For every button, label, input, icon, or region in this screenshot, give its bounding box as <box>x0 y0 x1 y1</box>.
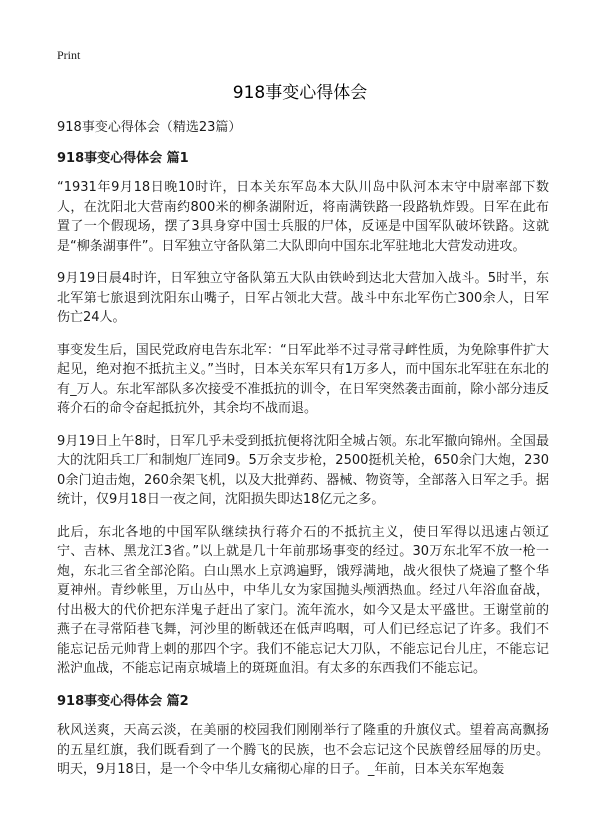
paragraph: 9月19日上午8时，日军几乎未受到抵抗便将沈阳全城占领。东北军撤向锦州。全国最大的沈阳兵工厂和制炮厂连同9。5万余支步枪，2500挺机关枪，650余门大炮，2300余门迫击炮，260余架飞机，以及大批弹药、器械、物资等，全部落入日军之手。据统计，仅9月18日一夜之间，沈阳损失即达18亿元之多。 <box>57 433 549 507</box>
section-heading: 918事变心得体会 篇1 <box>57 150 189 166</box>
print-link[interactable]: Print <box>57 48 81 62</box>
paragraph: “1931年9月18日晚10时许，日本关东军岛本大队川岛中队河本末守中尉率部下数人，在沈阳北大营南约800米的柳条湖附近，将南满铁路一段路轨炸毁。日军在此布置了一个假现场，摆了3具身穿中国士兵服的尸体，反诬是中国军队破坏铁路。这就是“柳条湖事件”。日军独立守备队第二大队即向中国东北军驻地北大营发动进攻。 <box>57 180 549 254</box>
page-title: 918事变心得体会 <box>232 83 368 103</box>
paragraph: 此后，东北各地的中国军队继续执行蒋介石的不抵抗主义，使日军得以迅速占领辽宁、吉林、黑龙江3省。”以上就是几十年前那场事变的经过。30万东北军不放一枪一炮，东北三省全部沦陷。白山黑水上京鸿遍野，饿殍满地，战火很快了烧遍了整个华夏神州。青纱帐里，万山丛中，中华儿女为家国抛头颅洒热血。经过八年浴血奋战，付出极大的代价把东洋鬼子赶出了家门。流年流水，如今又是太平盛世。王谢堂前的燕子在寻常陌巷飞舞，河沙里的断戟还在低声呜咽，可人们已经忘记了许多。我们不能忘记岳元帅背上刺的那四个字。我们不能忘记大刀队，不能忘记台儿庄，不能忘记淞沪血战，不能忘记南京城墙上的斑斑血泪。有太多的东西我们不能忘记。 <box>57 524 549 676</box>
article-body <box>57 118 549 793</box>
paragraph: 秋风送爽，天高云淡，在美丽的校园我们刚刚举行了隆重的升旗仪式。望着高高飘扬的五星红旗，我们既看到了一个腾飞的民族，也不会忘记这个民族曾经屈辱的历史。明天，9月18日，是一个令中华儿女痛彻心扉的日子。_年前，日本关东军炮轰 <box>57 723 549 777</box>
section-heading: 918事变心得体会 篇2 <box>57 693 189 709</box>
section-1 <box>57 149 549 679</box>
article-subtitle: 918事变心得体会（精选23篇） <box>57 120 242 135</box>
paragraph: 9月19日晨4时许，日军独立守备队第五大队由铁岭到达北大营加入战斗。5时半，东北军第七旅退到沈阳东山嘴子，日军占领北大营。战斗中东北军伤亡300余人，日军伤亡24人。 <box>57 271 549 325</box>
paragraph: 事变发生后，国民党政府电告东北军：“日军此举不过寻常寻衅性质，为免除事件扩大起见，绝对抱不抵抗主义。”当时，日本关东军只有1万多人，而中国东北军驻在东北的有_万人。东北军部队多次接受不准抵抗的训令，在日军突然袭击面前，除小部分违反蒋介石的命令奋起抵抗外，其余均不战而退。 <box>57 342 549 416</box>
section-2 <box>57 692 549 780</box>
